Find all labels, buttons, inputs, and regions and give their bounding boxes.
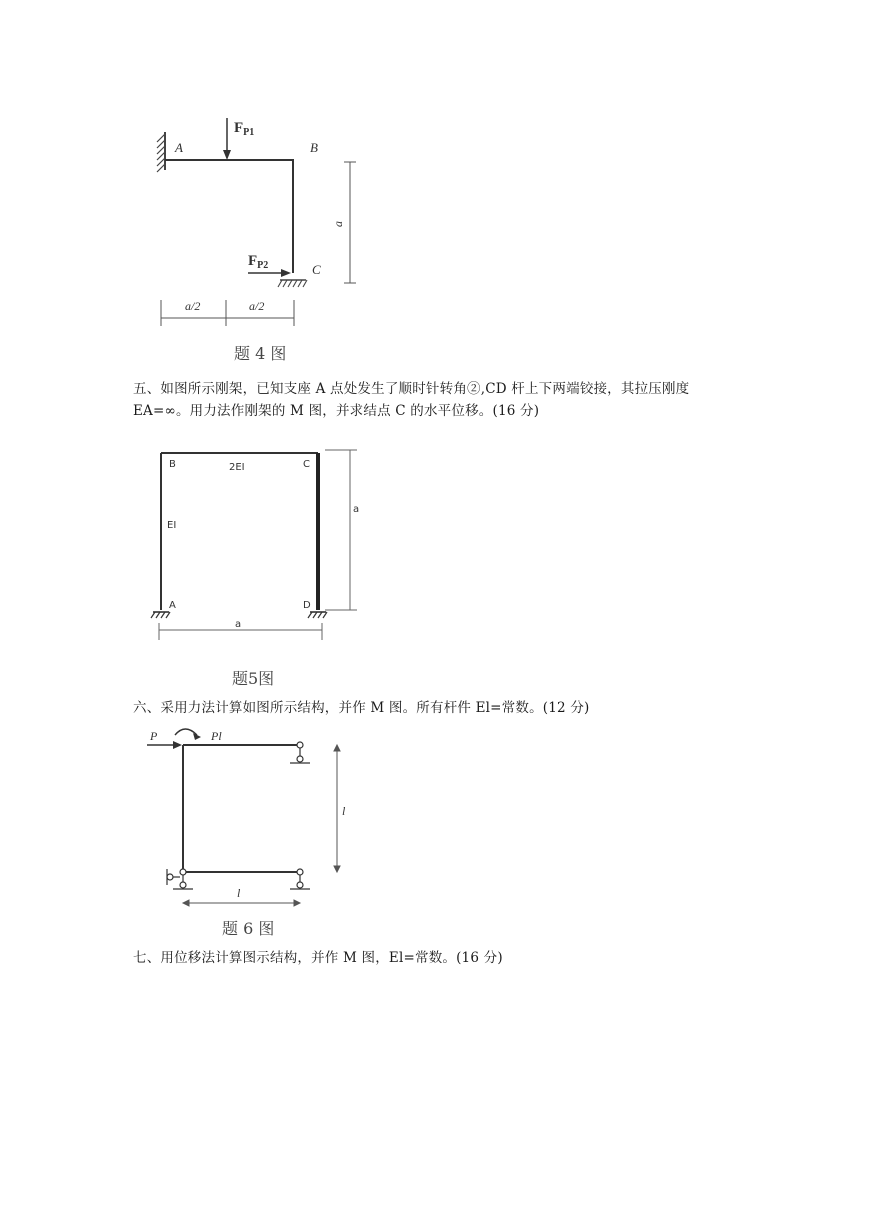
figure-5 (145, 440, 375, 650)
force-arrow-fp2 (248, 269, 291, 277)
dim-label-height: l (342, 804, 346, 818)
dim-label-height: a (353, 504, 360, 515)
question-5-line-1: 五、如图所示刚架，已知支座 A 点处发生了顺时针转角②,CD 杆上下两端铰接，其拉压刚度 (133, 381, 690, 397)
dim-label-height: a (331, 221, 345, 227)
figure-5-caption: 题5图 (232, 669, 275, 688)
figure-6-caption: 题 6 图 (222, 919, 275, 938)
load-label-P: P (150, 729, 158, 743)
frame-ABC (165, 160, 293, 273)
column-stiffness-label: EI (167, 520, 177, 531)
figure-6 (145, 725, 365, 915)
beam-stiffness-label: 2EI (229, 462, 245, 473)
support-D (308, 612, 327, 618)
dimension-vertical (334, 745, 340, 872)
fixed-support-A (157, 132, 165, 172)
moment-arrow-Pl (175, 729, 201, 740)
node-label-C: C (312, 262, 321, 277)
force-label-fp1: $F_{P1}$ (234, 120, 255, 138)
dim-label-width: l (237, 886, 241, 900)
node-label-A: A (175, 140, 183, 155)
dim-label-right: a/2 (249, 299, 265, 313)
node-label-A: A (169, 600, 176, 611)
support-A (151, 612, 170, 618)
dimension-vertical (344, 162, 356, 283)
node-label-B: B (310, 140, 318, 155)
support-C (278, 280, 307, 287)
dimension-horizontal (183, 900, 300, 906)
node-label-C: C (303, 459, 310, 470)
figure-4-caption: 题 4 图 (234, 344, 287, 363)
node-label-B: B (169, 459, 176, 470)
dim-label-width: a (235, 619, 242, 630)
node-label-D: D (303, 600, 311, 611)
question-7-line-1: 七、用位移法计算图示结构，并作 M 图，El=常数。(16 分) (133, 950, 503, 966)
force-label-fp2: $F_{P2}$ (248, 253, 269, 271)
dimension-horizontal (161, 300, 294, 326)
force-arrow-fp1 (223, 118, 231, 160)
figure-4 (140, 110, 410, 335)
question-6-line-1: 六、采用力法计算如图所示结构，并作 M 图。所有杆件 El=常数。(12 分) (133, 700, 590, 716)
question-5-line-2: EA=∞。用力法作刚架的 M 图，并求结点 C 的水平位移。(16 分) (133, 403, 540, 419)
moment-label-Pl: Pl (211, 729, 222, 743)
dimension-vertical (325, 450, 360, 610)
dim-label-left: a/2 (185, 299, 201, 313)
